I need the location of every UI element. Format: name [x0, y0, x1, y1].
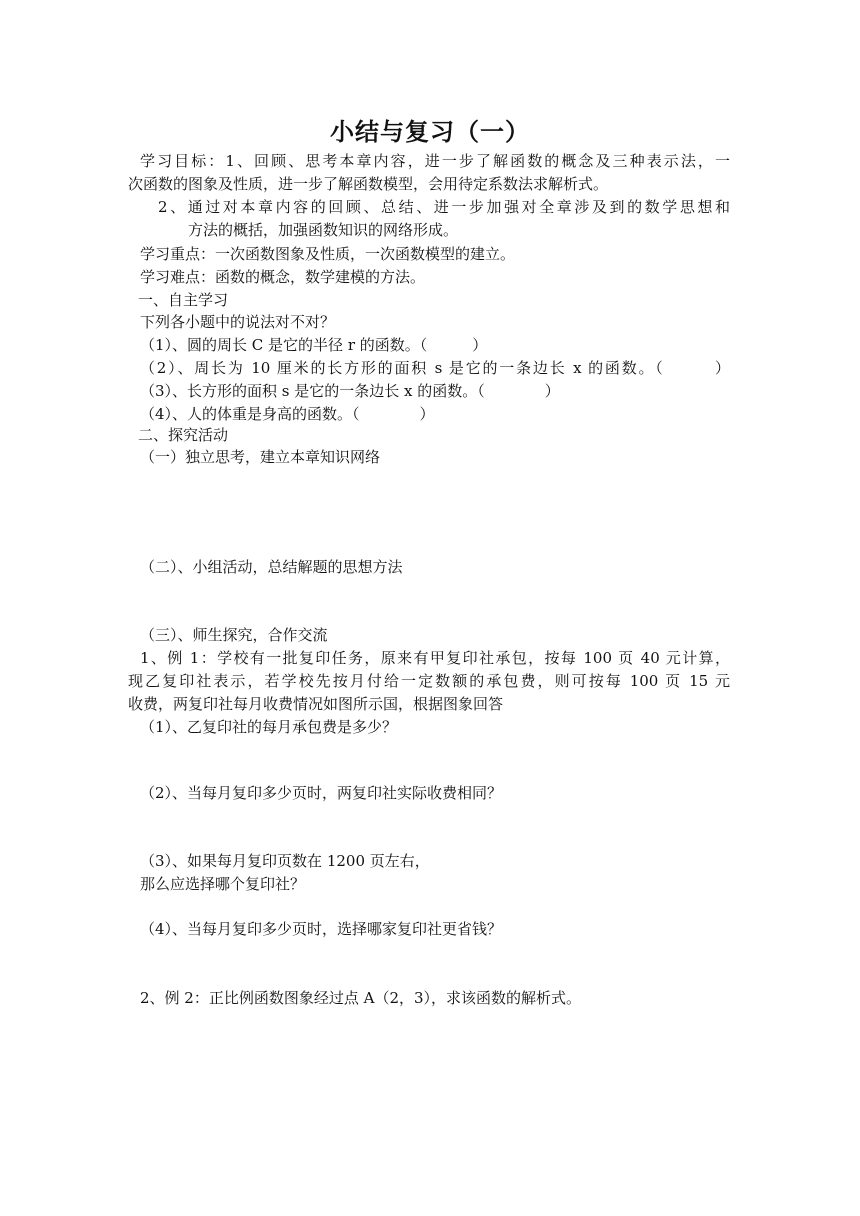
question-1: （1）、圆的周长 C 是它的半径 r 的函数。（ ） [140, 336, 488, 354]
example2: 2、例 2：正比例函数图象经过点 A（2，3），求该函数的解析式。 [140, 989, 582, 1007]
page-title: 小结与复习（一） [330, 117, 530, 146]
example1-question-4: （4）、当每月复印多少页时，选择哪家复印社更省钱？ [140, 920, 503, 938]
section2-part-3: （三）、师生探究，合作交流 [140, 626, 328, 644]
section1-heading: 一、自主学习 [138, 291, 229, 309]
example1-line-1: 1、例 1：学校有一批复印任务，原来有甲复印社承包，按每 100 页 40 元计算， [140, 649, 730, 667]
example1-question-3-line-1: （3）、如果每月复印页数在 1200 页左右， [140, 852, 430, 870]
difficulty: 学习难点：函数的概念，数学建模的方法。 [140, 268, 426, 286]
objectives-line-4: 方法的概括，加强函数知识的网络形成。 [188, 221, 459, 239]
example1-line-3: 收费，两复印社每月收费情况如图所示国，根据图象回答 [128, 695, 504, 713]
section2-part-2: （二）、小组活动，总结解题的思想方法 [140, 558, 403, 576]
section1-intro: 下列各小题中的说法对不对？ [140, 313, 336, 331]
section2-part-1: （一）独立思考，建立本章知识网络 [140, 448, 381, 466]
section2-heading: 二、探究活动 [138, 426, 229, 444]
example1-question-1: （1）、乙复印社的每月承包费是多少？ [140, 718, 398, 736]
example1-line-2: 现乙复印社表示，若学校先按月付给一定数额的承包费，则可按每 100 页 15 元 [128, 672, 730, 690]
example1-question-3-line-2: 那么应选择哪个复印社？ [140, 875, 306, 893]
key-point: 学习重点：一次函数图象及性质，一次函数模型的建立。 [140, 245, 516, 263]
question-3: （3）、长方形的面积 s 是它的一条边长 x 的函数。（ ） [140, 382, 560, 400]
objectives-line-3: 2、通过对本章内容的回顾、总结、进一步加强对全章涉及到的数学思想和 [158, 198, 730, 216]
question-2: （2）、周长为 10 厘米的长方形的面积 s 是它的一条边长 x 的函数。（ ） [140, 359, 730, 377]
example1-question-2: （2）、当每月复印多少页时，两复印社实际收费相同？ [140, 784, 503, 802]
objectives-line-1: 学习目标：1、回顾、思考本章内容，进一步了解函数的概念及三种表示法，一 [140, 152, 730, 170]
objectives-line-2: 次函数的图象及性质，进一步了解函数模型，会用待定系数法求解析式。 [128, 175, 609, 193]
question-4: （4）、人的体重是身高的函数。（ ） [140, 405, 435, 423]
